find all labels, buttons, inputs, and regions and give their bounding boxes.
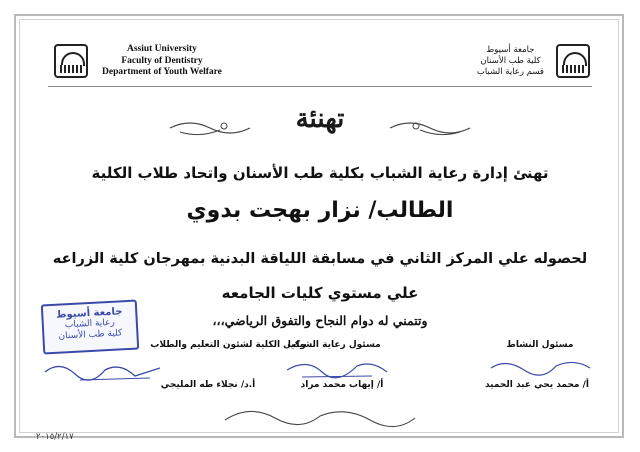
signatory-name-vice-dean: أ.د/ نجلاء طه المليجي bbox=[160, 380, 256, 390]
university-logo-icon bbox=[54, 44, 88, 78]
bottom-signature-icon bbox=[220, 400, 420, 430]
faculty-logo-icon bbox=[556, 44, 590, 78]
signatory-title-vice-dean: وكيل الكلية لشئون التعليم والطلاب bbox=[150, 340, 306, 350]
university-name-ar: جامعة أسيوط bbox=[486, 44, 535, 55]
signatory-name-activity: أ/ محمد يحي عبد الحميد bbox=[484, 380, 590, 390]
signature-youth-welfare-icon bbox=[282, 352, 392, 382]
english-institution-block bbox=[102, 44, 222, 79]
level-line: علي مستوي كليات الجامعه bbox=[221, 284, 419, 302]
footer-date: ٢٠١٥/٢/١٧ bbox=[36, 432, 74, 442]
department-name-en: Department of Youth Welfare bbox=[102, 67, 222, 77]
certificate-title: تهنئة bbox=[295, 104, 345, 134]
stamp-line: رعاية الشباب bbox=[64, 317, 115, 331]
header-divider bbox=[48, 86, 592, 87]
signatory-name-youth-welfare: أ/ إيهاب محمد مراد bbox=[300, 380, 384, 390]
university-name-en: Assiut University bbox=[126, 44, 197, 54]
wishes-line: وتتمني له دوام النجاح والتفوق الرياضي،،، bbox=[212, 313, 428, 328]
faculty-name-ar: كلية طب الأسنان bbox=[480, 55, 541, 66]
signatory-title-activity: مسئول النشاط bbox=[506, 340, 574, 350]
signature-activity-icon bbox=[486, 352, 596, 380]
header-arabic bbox=[477, 44, 590, 78]
faculty-name-en: Faculty of Dentistry bbox=[121, 55, 203, 66]
stamp-line: جامعة أسيوط bbox=[55, 306, 123, 321]
stamp-line: كلية طب الأسنان bbox=[58, 328, 123, 342]
department-name-ar: قسم رعاية الشباب bbox=[476, 66, 544, 77]
signatory-title-youth-welfare: مسئول رعاية الشباب bbox=[287, 340, 381, 350]
congrats-line: تهنئ إدارة رعاية الشباب بكلية طب الأسنان واتحاد طلاب الكلية bbox=[91, 164, 549, 182]
official-stamp bbox=[41, 300, 139, 355]
achievement-line: لحصوله علي المركز الثاني في مسابقة اللياقة البدنية بمهرجان كلية الزراعه bbox=[52, 251, 588, 267]
arabic-institution-block bbox=[477, 45, 544, 78]
header-english bbox=[54, 44, 222, 79]
student-name: الطالب/ نزار بهجت بدوي bbox=[186, 198, 454, 223]
